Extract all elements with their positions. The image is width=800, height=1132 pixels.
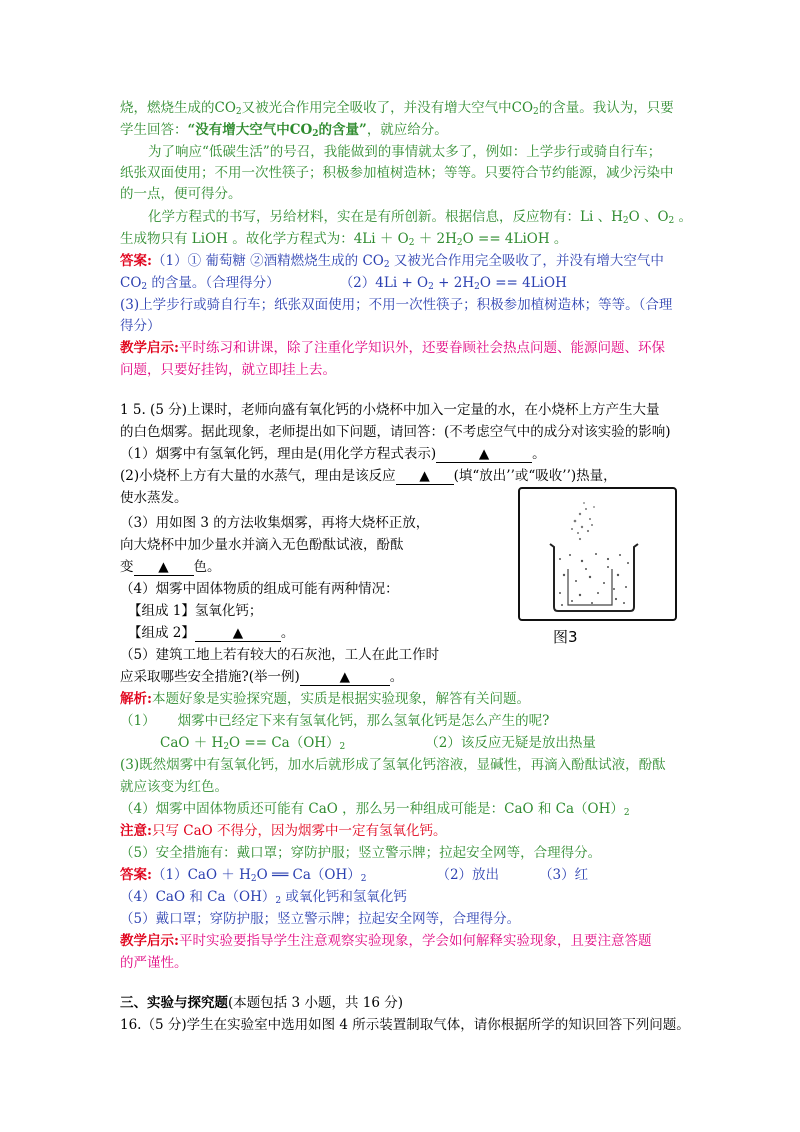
answer-line: 答案:（1）① 葡萄糖 ②酒精燃烧生成的 $CO_2$ 又被光合作用完全吸收了，并没有增大空气中 xyxy=(120,253,664,270)
note-label: 注意: xyxy=(120,823,152,839)
analysis-label: 解析: xyxy=(120,691,152,707)
question-line: （4）烟雾中固体物质的组成可能有两种情况： xyxy=(120,581,399,597)
section-heading: 三、实验与探究题(本题包括 3 小题，共 16 分) xyxy=(120,995,403,1011)
answer-line: $CO_2$ 的含量。（合理得分） $(2)4Li + O_2 + 2H_2O$ == 4LiOH xyxy=(120,275,567,292)
answer-blank[interactable]: ▲ xyxy=(300,669,390,686)
analysis-line: （1） 烟雾中已经定下来有氢氧化钙，那么氢氧化钙是怎么产生的呢? xyxy=(120,713,550,729)
answer-label: 答案: xyxy=(120,253,152,269)
answer-line: 答案:（1）CaO ＋ $H_2O$ ══ $Ca(OH)_2$ （2）放出 （3）红 xyxy=(120,867,589,884)
figure-caption: 图3 xyxy=(553,628,578,646)
text-line: 化学方程式的书写，另给材料，实在是有所创新。根据信息，反应物有：Li 、$H_2O$ 、$O_2$ 。 xyxy=(148,209,693,226)
question-line: （5）建筑工地上若有较大的石灰池，工人在此工作时 xyxy=(120,647,440,663)
question-line: 向大烧杯中加少量水并滴入无色酚酞试液，酚酞 xyxy=(120,537,404,553)
tip-line: 问题，只要好挂钩，就立即挂上去。 xyxy=(120,362,336,378)
analysis-line: 解析:本题好象是实验探究题，实质是根据实验现象，解答有关问题。 xyxy=(120,691,530,707)
text-line: 生成物只有 LiOH 。故化学方程式为：$4Li + O_2 + 2H_2O$ == 4LiOH 。 xyxy=(120,231,568,248)
analysis-line: (3)既然烟雾中有氢氧化钙，加水后就形成了氢氧化钙溶液，显碱性，再滴入酚酞试液，酚酞 xyxy=(120,757,666,773)
question-line: （3）用如图 3 的方法收集烟雾，再将大烧杯正放， xyxy=(120,515,430,531)
answer-line: (3)上学步行或骑自行车；纸张双面使用；不用一次性筷子；积极参加植树造林；等等。（合理 xyxy=(120,297,673,313)
text-line: 学生回答：“没有增大空气中$CO_2$的含量”，就应给分。 xyxy=(120,122,448,139)
tip-label: 教学启示: xyxy=(120,933,179,949)
note-line: 注意:只写 CaO 不得分，因为烟雾中一定有氢氧化钙。 xyxy=(120,823,447,839)
analysis-line: 就应该变为红色。 xyxy=(120,779,228,795)
question-line: 应采取哪些安全措施?(举一例) ▲ 。 xyxy=(120,669,404,685)
analysis-line: CaO ＋ $H_2O == Ca(OH)_2$ （2）该反应无疑是放出热量 xyxy=(160,735,596,752)
beaker-drawing xyxy=(520,489,675,619)
question-line: 16.（5 分)学生在实验室中选用如图 4 所示装置制取气体，请你根据所学的知识回答下列问题。 xyxy=(120,1017,690,1033)
question-line: 1 5. (5 分)上课时，老师向盛有氧化钙的小烧杯中加入一定量的水，在小烧杯上方产生大量 xyxy=(120,402,660,418)
question-line: 【组成 1】氢氧化钙； xyxy=(128,603,263,619)
question-line: 使水蒸发。 xyxy=(120,490,188,506)
answer-blank[interactable]: ▲ xyxy=(195,625,281,642)
answer-line: （5）戴口罩；穿防护服；竖立警示牌；拉起安全网等，合理得分。 xyxy=(120,911,521,927)
answer-label: 答案: xyxy=(120,867,152,883)
question-line: （1）烟雾中有氢氧化钙，理由是(用化学方程式表示) ▲ 。 xyxy=(120,446,546,462)
question-line: 【组成 2】 ▲ 。 xyxy=(128,625,295,641)
text-line: 的一点，便可得分。 xyxy=(120,186,242,202)
text-line: 纸张双面使用；不用一次性筷子；积极参加植树造林；等等。只要符合节约能源，减少污染中 xyxy=(120,165,674,181)
text-line: 为了响应“低碳生活”的号召，我能做到的事情就太多了，例如：上学步行或骑自行车； xyxy=(148,144,662,160)
text-line: 烧，燃烧生成的$CO_2$又被光合作用完全吸收了，并没有增大空气中$CO_2$的含量。我认为，只要 xyxy=(120,100,674,117)
answer-line: 得分） xyxy=(120,318,161,334)
analysis-line: （5）安全措施有：戴口罩；穿防护服；竖立警示牌；拉起安全网等，合理得分。 xyxy=(120,845,602,861)
answer-blank[interactable]: ▲ xyxy=(396,468,454,485)
tip-label: 教学启示: xyxy=(120,340,179,356)
answer-blank[interactable]: ▲ xyxy=(436,446,532,463)
question-line: 变 ▲ 色。 xyxy=(120,559,221,575)
tip-line: 教学启示:平时实验要指导学生注意观察实验现象，学会如何解释实验现象，且要注意答题 xyxy=(120,933,652,949)
figure-3-beaker-illustration xyxy=(518,487,677,621)
tip-line: 的严谨性。 xyxy=(120,955,188,971)
question-line: (2)小烧杯上方有大量的水蒸气，理由是该反应 ▲ (填“放出’’或“吸收’’)热量， xyxy=(120,468,617,484)
analysis-line: （4）烟雾中固体物质还可能有 CaO ，那么另一种组成可能是：CaO 和 $Ca(OH)_2$ xyxy=(120,801,630,818)
answer-blank[interactable]: ▲ xyxy=(134,559,194,576)
tip-line: 教学启示:平时练习和讲课，除了注重化学知识外，还要眷顾社会热点问题、能源问题、环保 xyxy=(120,340,665,356)
answer-line: （4）CaO 和 $Ca(OH)_2$ 或氧化钙和氢氧化钙 xyxy=(120,889,407,906)
question-line: 的白色烟雾。据此现象，老师提出如下问题，请回答：(不考虑空气中的成分对该实验的影响) xyxy=(120,424,671,440)
